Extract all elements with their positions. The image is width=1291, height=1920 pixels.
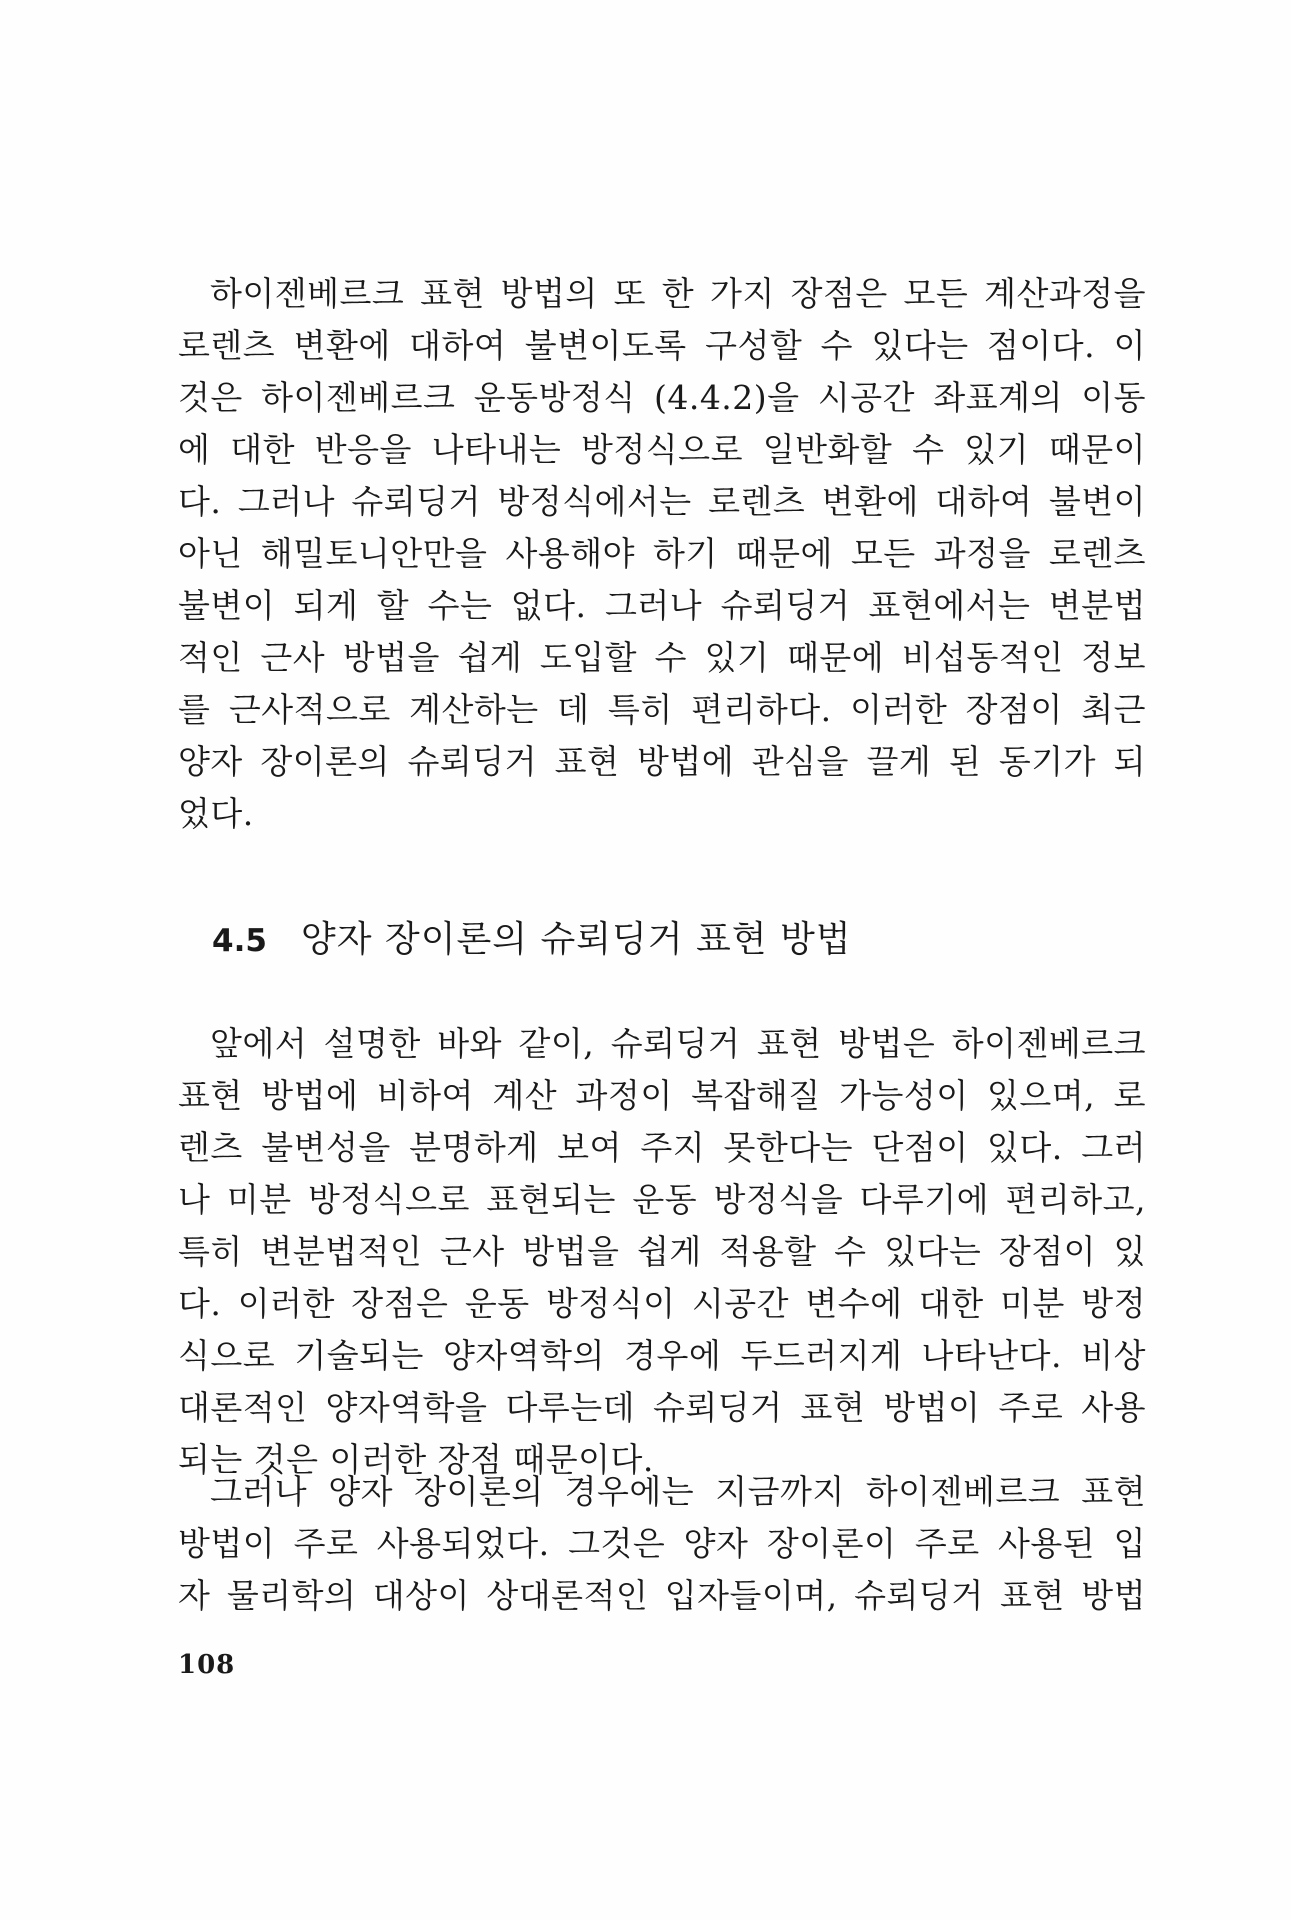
section-title: 양자 장이론의 슈뢰딩거 표현 방법 bbox=[300, 919, 852, 960]
page-number: 108 bbox=[178, 1650, 236, 1680]
text-line: 었다. bbox=[178, 794, 254, 833]
section-heading bbox=[212, 914, 852, 967]
text-line: 대론적인 양자역학을 다루는데 슈뢰딩거 표현 방법이 주로 사용 bbox=[178, 1388, 1146, 1427]
text-line: 것은 하이젠베르크 운동방정식 (4.4.2)을 시공간 좌표계의 이동 bbox=[178, 378, 1146, 417]
text-line: 에 대한 반응을 나타내는 방정식으로 일반화할 수 있기 때문이 bbox=[178, 430, 1146, 469]
text-line: 적인 근사 방법을 쉽게 도입할 수 있기 때문에 비섭동적인 정보 bbox=[178, 638, 1146, 677]
text-line: 식으로 기술되는 양자역학의 경우에 두드러지게 나타난다. 비상 bbox=[178, 1336, 1146, 1375]
section-number: 4.5 bbox=[212, 923, 267, 959]
text-line: 아닌 해밀토니안만을 사용해야 하기 때문에 모든 과정을 로렌츠 bbox=[178, 534, 1146, 573]
text-line: 양자 장이론의 슈뢰딩거 표현 방법에 관심을 끌게 된 동기가 되 bbox=[178, 742, 1146, 781]
text-line: 특히 변분법적인 근사 방법을 쉽게 적용할 수 있다는 장점이 있 bbox=[178, 1232, 1146, 1271]
text-line: 렌츠 불변성을 분명하게 보여 주지 못한다는 단점이 있다. 그러 bbox=[178, 1128, 1146, 1167]
text-line: 로렌츠 변환에 대하여 불변이도록 구성할 수 있다는 점이다. 이 bbox=[178, 326, 1146, 365]
paragraph-2 bbox=[178, 1018, 1146, 1486]
text-line: 되는 것은 이러한 장점 때문이다. bbox=[178, 1440, 654, 1479]
text-line: 표현 방법에 비하여 계산 과정이 복잡해질 가능성이 있으며, 로 bbox=[178, 1076, 1146, 1115]
text-line: 다. 그러나 슈뢰딩거 방정식에서는 로렌츠 변환에 대하여 불변이 bbox=[178, 482, 1146, 521]
text-line: 불변이 되게 할 수는 없다. 그러나 슈뢰딩거 표현에서는 변분법 bbox=[178, 586, 1146, 625]
text-line: 그러나 양자 장이론의 경우에는 지금까지 하이젠베르크 표현 bbox=[210, 1472, 1146, 1511]
text-line: 앞에서 설명한 바와 같이, 슈뢰딩거 표현 방법은 하이젠베르크 bbox=[210, 1024, 1146, 1063]
text-line: 나 미분 방정식으로 표현되는 운동 방정식을 다루기에 편리하고, bbox=[178, 1180, 1146, 1219]
text-line: 하이젠베르크 표현 방법의 또 한 가지 장점은 모든 계산과정을 bbox=[210, 274, 1146, 313]
text-line: 다. 이러한 장점은 운동 방정식이 시공간 변수에 대한 미분 방정 bbox=[178, 1284, 1146, 1323]
paragraph-3 bbox=[178, 1466, 1146, 1622]
text-line: 방법이 주로 사용되었다. 그것은 양자 장이론이 주로 사용된 입 bbox=[178, 1524, 1146, 1563]
text-line: 자 물리학의 대상이 상대론적인 입자들이며, 슈뢰딩거 표현 방법 bbox=[178, 1576, 1146, 1615]
paragraph-1 bbox=[178, 268, 1146, 840]
text-line: 를 근사적으로 계산하는 데 특히 편리하다. 이러한 장점이 최근 bbox=[178, 690, 1146, 729]
